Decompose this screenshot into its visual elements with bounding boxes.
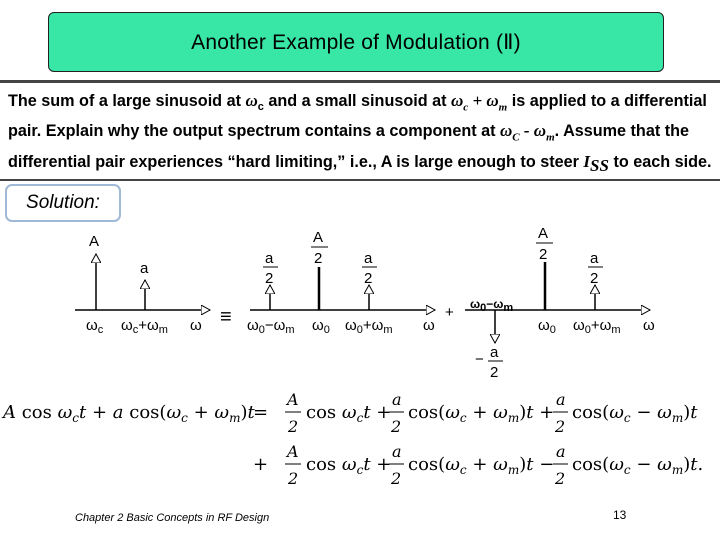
neg-frac-a-num: a xyxy=(490,344,499,361)
spectrum-output-1 xyxy=(247,229,435,336)
rhs1-A-num: A xyxy=(287,390,299,409)
equation-lhs: A $\cos \omega_ct + a$ $\cos(\omega_c + \omega_m)t$ xyxy=(3,402,255,425)
slide-title: Another Example of Modulation (Ⅱ) xyxy=(191,30,521,54)
frac-A-den: 2 xyxy=(539,246,548,263)
frac-a-den: 2 xyxy=(265,270,274,287)
frac-a-num-2: a xyxy=(364,250,373,267)
frac-a-num: a xyxy=(265,250,274,267)
frac-A-den: 2 xyxy=(314,250,323,267)
equiv-symbol: ≡ xyxy=(220,306,232,328)
problem-text-5: to each side. xyxy=(608,152,712,171)
frac-a-den: 2 xyxy=(590,270,599,287)
neg-sign: − xyxy=(475,351,484,368)
rhs1-term3: $\cos(\omega_c - \omega_m)t$ xyxy=(572,402,698,425)
spectrum-input xyxy=(75,233,210,336)
rhs2-A-den: 2 xyxy=(288,469,299,488)
footer-chapter: Chapter 2 Basic Concepts in RF Design xyxy=(75,512,270,524)
rhs1-A-den: 2 xyxy=(288,417,299,436)
rhs2-plus: + xyxy=(253,454,269,475)
rhs2-term2: $\cos(\omega_c + \omega_m)t$ − xyxy=(408,454,555,477)
page-number: 13 xyxy=(613,508,627,522)
tick-w0: $\omega_0$ xyxy=(538,317,556,336)
rhs2-a2-num: a xyxy=(556,442,566,461)
tick-omega: ω xyxy=(423,317,435,334)
rhs2-term1: $\cos \omega_ct$ + xyxy=(306,454,392,477)
spectrum-output-2 xyxy=(465,225,655,381)
tick-w0-plus-wm: $\omega_0+\omega_m$ xyxy=(345,317,393,336)
tick-omega: ω xyxy=(643,317,655,334)
rhs1-term1: $\cos \omega_ct$ + xyxy=(306,402,392,425)
problem-text-2: and a small sinusoid at xyxy=(263,92,451,110)
tick-w0-plus-wm: $\omega_0+\omega_m$ xyxy=(573,317,621,336)
tick-wc-plus-wm: $\omega_c+\omega_m$ xyxy=(121,317,168,336)
frac-A-num: A xyxy=(538,225,549,242)
frac-A-num: A xyxy=(313,229,324,246)
frac-a-den-2: 2 xyxy=(364,270,373,287)
rhs2-a-num: a xyxy=(392,442,402,461)
problem-text-1: The sum of a large sinusoid at xyxy=(8,92,246,110)
rhs1-term2: $\cos(\omega_c + \omega_m)t$ + xyxy=(408,402,555,425)
rhs1-a-num: a xyxy=(392,390,402,409)
rhs2-A-num: A xyxy=(287,442,299,461)
problem-text-3: is applied to a differential pair. Explain why the output spectrum contains a component at xyxy=(8,92,707,141)
neg-frac-a-den: 2 xyxy=(490,364,499,381)
tick-omega: ω xyxy=(190,317,202,334)
tick-w0: $\omega_0$ xyxy=(312,317,330,336)
rhs1-a2-den: 2 xyxy=(555,417,566,436)
rhs1-a2-num: a xyxy=(556,390,566,409)
solution-label: Solution: xyxy=(26,192,100,213)
problem-text-4: . Assume that the differential pair experiences “hard limiting,” i.e., A is large enough to steer xyxy=(8,122,689,171)
rhs2-term3: $\cos(\omega_c - \omega_m)t$. xyxy=(572,454,704,477)
label-A: A xyxy=(89,233,100,250)
tick-wc: $\omega_c$ xyxy=(86,317,104,336)
label-a: a xyxy=(140,260,149,277)
tick-w0-minus-wm-top: ω0−ωm xyxy=(470,297,514,314)
plus-symbol: + xyxy=(445,304,454,321)
rhs2-a2-den: 2 xyxy=(555,469,566,488)
tick-w0-minus-wm: $\omega_0-\omega_m$ xyxy=(247,317,295,336)
equals-sign: = xyxy=(253,402,269,423)
frac-a-num: a xyxy=(590,250,599,267)
rhs2-a-den: 2 xyxy=(391,469,402,488)
rhs1-a-den: 2 xyxy=(391,417,402,436)
equation xyxy=(1,390,703,488)
problem-statement: The sum of a large sinusoid at $\omega_c$ and a small sinusoid at $\omega_c + \omega_m$ is applied to a differential pair. Explain why the output spectrum contains a component at $\omega_C - \omega_m$. Assume that the differential pair experiences “hard limiting,” i.e., A is large enough to steer $I_{SS}$ to each side. xyxy=(8,91,712,176)
